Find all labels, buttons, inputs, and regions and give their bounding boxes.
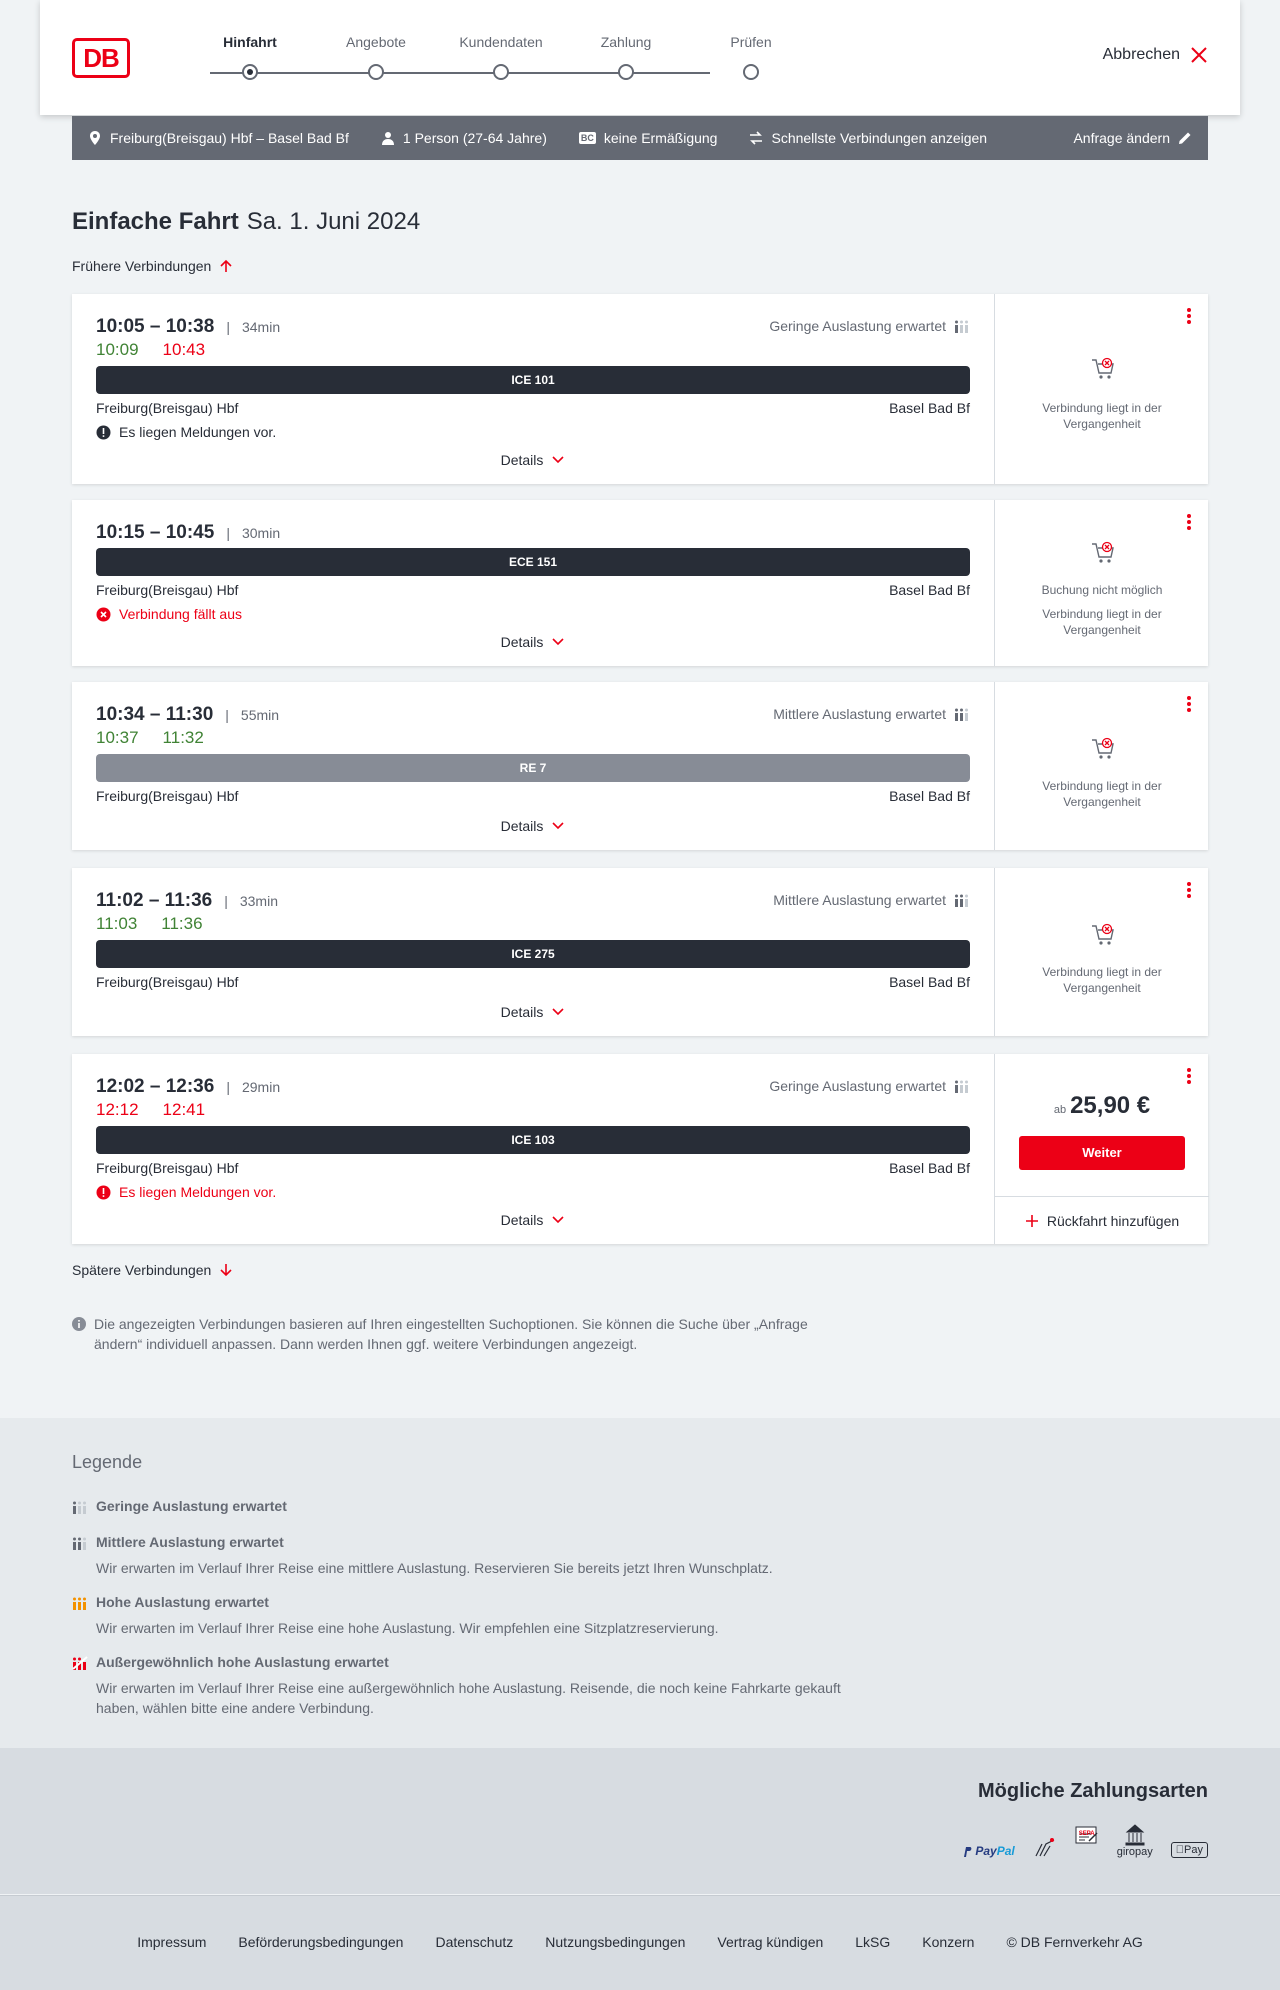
duration: 55min bbox=[240, 707, 280, 723]
train-bar[interactable]: ICE 101 bbox=[96, 366, 970, 394]
arrow-down-icon bbox=[219, 1263, 233, 1277]
footer-link-impressum[interactable]: Impressum bbox=[137, 1934, 207, 1950]
connection-times bbox=[96, 890, 278, 912]
train-bar[interactable]: RE 7 bbox=[96, 754, 970, 782]
notice-text: Es liegen Meldungen vor. bbox=[119, 424, 277, 440]
footer bbox=[0, 1895, 1280, 1990]
destination-station: Basel Bad Bf bbox=[889, 582, 970, 598]
cancel-button[interactable] bbox=[1103, 46, 1208, 64]
notice-text: Es liegen Meldungen vor. bbox=[119, 1184, 277, 1200]
occupancy-text: Mittlere Auslastung erwartet bbox=[773, 706, 946, 722]
details-label: Details bbox=[500, 452, 544, 468]
step-label: Prüfen bbox=[730, 34, 772, 50]
search-options-note bbox=[72, 1314, 852, 1354]
step-dot bbox=[368, 64, 384, 80]
earlier-connections-label: Frühere Verbindungen bbox=[72, 258, 212, 274]
step-label: Zahlung bbox=[600, 34, 652, 50]
realtime-times bbox=[96, 728, 204, 748]
paypal-text-b: Pal bbox=[996, 1844, 1015, 1858]
occupancy-info[interactable] bbox=[773, 706, 970, 722]
occupancy-text: Geringe Auslastung erwartet bbox=[769, 318, 946, 334]
footer-link-vertrag-kuendigen[interactable]: Vertrag kündigen bbox=[717, 1934, 824, 1950]
booking-stepper bbox=[182, 0, 772, 115]
close-icon bbox=[1190, 46, 1208, 64]
step-label: Hinfahrt bbox=[223, 34, 277, 50]
payment-methods-title: Mögliche Zahlungsarten bbox=[977, 1780, 1208, 1802]
status-text: Verbindung liegt in der Vergangenheit bbox=[1042, 779, 1162, 809]
destination-station: Basel Bad Bf bbox=[889, 974, 970, 990]
cancel-circle-icon bbox=[96, 607, 111, 622]
connection-side bbox=[994, 500, 1208, 666]
step-kundendaten bbox=[436, 34, 566, 54]
occupancy-medium-icon bbox=[954, 707, 970, 721]
occupancy-medium-icon bbox=[72, 1536, 88, 1550]
more-options-icon[interactable] bbox=[1186, 696, 1192, 714]
step-pruefen bbox=[686, 34, 816, 54]
connection-times bbox=[96, 704, 279, 726]
chevron-down-icon bbox=[551, 1005, 565, 1019]
stations bbox=[96, 1160, 970, 1176]
bahncard-icon: BC bbox=[580, 133, 594, 143]
realtime-departure: 10:09 bbox=[96, 340, 139, 359]
step-label: Kundendaten bbox=[459, 34, 543, 50]
stations bbox=[96, 974, 970, 990]
status-text: Verbindung liegt in der Vergangenheit bbox=[1042, 607, 1162, 637]
cart-unavailable-icon bbox=[1090, 736, 1116, 762]
search-options-text: Die angezeigten Verbindungen basieren auf Ihren eingestellten Suchoptionen. Sie können die Suche über „Anfrage ändern“ individuell anpassen. Dann werden Ihnen ggf. weitere Verbindungen angezeigt. bbox=[94, 1316, 808, 1352]
step-dot bbox=[743, 64, 759, 80]
occupancy-low-icon bbox=[72, 1500, 88, 1514]
legend-item-title: Mittlere Auslastung erwartet bbox=[96, 1534, 284, 1550]
chevron-down-icon bbox=[551, 1213, 565, 1227]
separator: | bbox=[225, 707, 229, 723]
cancellation-text: Verbindung fällt aus bbox=[119, 606, 242, 622]
origin-station: Freiburg(Breisgau) Hbf bbox=[96, 400, 239, 416]
plus-icon bbox=[1025, 1214, 1039, 1228]
search-summary-bar bbox=[72, 116, 1208, 160]
realtime-times bbox=[96, 340, 205, 360]
connection-card[interactable] bbox=[72, 682, 1208, 850]
cancel-label: Abbrechen bbox=[1102, 46, 1180, 63]
route-text: Freiburg(Breisgau) Hbf – Basel Bad Bf bbox=[110, 130, 349, 146]
occupancy-info[interactable] bbox=[769, 318, 970, 334]
step-angebote bbox=[311, 34, 441, 54]
connection-card[interactable] bbox=[72, 294, 1208, 484]
chevron-down-icon bbox=[551, 453, 565, 467]
occupancy-text: Geringe Auslastung erwartet bbox=[769, 1078, 946, 1094]
footer-link-datenschutz[interactable]: Datenschutz bbox=[435, 1934, 514, 1950]
giropay-text: giropay bbox=[1116, 1846, 1153, 1858]
continue-button[interactable]: Weiter bbox=[1019, 1136, 1185, 1170]
search-mode-text: Schnellste Verbindungen anzeigen bbox=[771, 130, 988, 146]
connection-side bbox=[994, 1054, 1208, 1244]
trip-date: Sa. 1. Juni 2024 bbox=[246, 208, 421, 235]
connection-card[interactable] bbox=[72, 500, 1208, 666]
arrow-up-icon bbox=[219, 259, 233, 273]
discount-summary bbox=[579, 130, 718, 146]
realtime-departure: 12:12 bbox=[96, 1100, 139, 1119]
payment-methods-section bbox=[0, 1748, 1280, 1894]
details-toggle[interactable] bbox=[72, 818, 994, 834]
cancellation-message bbox=[96, 606, 242, 622]
passenger-text: 1 Person (27-64 Jahre) bbox=[402, 130, 547, 146]
cart-unavailable-icon bbox=[1090, 922, 1116, 948]
pencil-icon bbox=[1178, 131, 1192, 145]
origin-station: Freiburg(Breisgau) Hbf bbox=[96, 1160, 239, 1176]
chevron-down-icon bbox=[551, 635, 565, 649]
later-connections-link[interactable] bbox=[72, 1262, 233, 1278]
price-prefix: ab bbox=[1053, 1104, 1067, 1116]
footer-copyright: © DB Fernverkehr AG bbox=[1006, 1934, 1143, 1950]
scheduled-times: 11:02 – 11:36 bbox=[96, 890, 213, 911]
separator: | bbox=[224, 893, 228, 909]
legend-item-high bbox=[72, 1594, 872, 1638]
origin-station: Freiburg(Breisgau) Hbf bbox=[96, 582, 239, 598]
connection-main bbox=[72, 1054, 994, 1244]
destination-station: Basel Bad Bf bbox=[889, 1160, 970, 1176]
separator: | bbox=[226, 525, 230, 541]
destination-station: Basel Bad Bf bbox=[889, 400, 970, 416]
occupancy-text: Mittlere Auslastung erwartet bbox=[773, 892, 946, 908]
legend-item-medium bbox=[72, 1534, 872, 1578]
change-request-button[interactable] bbox=[1073, 130, 1192, 146]
credit-card-icon bbox=[1033, 1836, 1057, 1858]
footer-links bbox=[0, 1934, 1280, 1950]
giropay-icon bbox=[1117, 1824, 1153, 1858]
legend-item-description: Wir erwarten im Verlauf Ihrer Reise eine mittlere Auslastung. Reservieren Sie bereits jetzt Ihren Wunschplatz. bbox=[96, 1560, 773, 1576]
connection-side bbox=[994, 868, 1208, 1036]
realtime-arrival: 11:32 bbox=[162, 728, 204, 747]
more-options-icon[interactable] bbox=[1186, 882, 1192, 900]
status-text: Verbindung liegt in der Vergangenheit bbox=[1042, 401, 1162, 431]
connection-main bbox=[72, 294, 994, 484]
scheduled-times: 12:02 – 12:36 bbox=[96, 1076, 215, 1097]
chevron-down-icon bbox=[551, 819, 565, 833]
search-mode-summary bbox=[749, 130, 987, 146]
occupancy-low-icon bbox=[954, 1079, 970, 1093]
legend-section bbox=[0, 1418, 1280, 1748]
price bbox=[995, 1092, 1209, 1120]
step-dot bbox=[242, 64, 258, 80]
step-dot bbox=[618, 64, 634, 80]
realtime-departure: 10:37 bbox=[96, 728, 139, 747]
header bbox=[40, 0, 1240, 115]
connection-main bbox=[72, 682, 994, 850]
scheduled-times: 10:05 – 10:38 bbox=[96, 316, 215, 337]
page-title bbox=[72, 208, 420, 236]
apple-pay-text: Pay bbox=[1184, 1844, 1203, 1856]
separator: | bbox=[226, 319, 230, 335]
occupancy-exceptional-icon bbox=[72, 1656, 88, 1670]
step-dot bbox=[493, 64, 509, 80]
legend-item-exceptional bbox=[72, 1654, 872, 1718]
cart-unavailable-icon bbox=[1090, 356, 1116, 382]
details-label: Details bbox=[500, 1212, 544, 1228]
scheduled-times: 10:15 – 10:45 bbox=[96, 522, 215, 543]
realtime-arrival: 12:41 bbox=[162, 1100, 206, 1119]
booking-status-text: Buchung nicht möglich bbox=[1041, 583, 1163, 597]
details-toggle[interactable] bbox=[72, 1004, 994, 1020]
payment-icons bbox=[962, 1824, 1208, 1858]
legend-title: Legende bbox=[72, 1452, 143, 1472]
notice-message bbox=[96, 1184, 276, 1200]
train-bar[interactable]: ICE 103 bbox=[96, 1126, 970, 1154]
earlier-connections-link[interactable] bbox=[72, 258, 233, 274]
occupancy-info[interactable] bbox=[769, 1078, 970, 1094]
person-icon bbox=[381, 131, 395, 145]
location-pin-icon bbox=[88, 131, 102, 145]
apple-pay-icon bbox=[1171, 1842, 1208, 1858]
connection-side bbox=[994, 682, 1208, 850]
alert-icon bbox=[96, 1185, 111, 1200]
footer-link-konzern[interactable]: Konzern bbox=[922, 1934, 975, 1950]
connection-card[interactable] bbox=[72, 868, 1208, 1036]
notice-message bbox=[96, 424, 276, 440]
realtime-arrival: 10:43 bbox=[162, 340, 206, 359]
more-options-icon[interactable] bbox=[1186, 514, 1192, 532]
realtime-times bbox=[96, 914, 203, 934]
stations bbox=[96, 788, 970, 804]
sepa-text: SEPA bbox=[1078, 1831, 1095, 1837]
separator: | bbox=[226, 1079, 230, 1095]
details-label: Details bbox=[500, 1004, 544, 1020]
realtime-times bbox=[96, 1100, 205, 1120]
connection-side bbox=[994, 294, 1208, 484]
connection-times bbox=[96, 1076, 280, 1098]
realtime-arrival: 11:36 bbox=[161, 914, 203, 933]
later-connections-label: Spätere Verbindungen bbox=[72, 1262, 212, 1278]
discount-text: keine Ermäßigung bbox=[603, 130, 718, 146]
step-hinfahrt[interactable] bbox=[185, 34, 315, 54]
add-return-trip-button[interactable] bbox=[995, 1196, 1209, 1244]
train-bar[interactable]: ICE 275 bbox=[96, 940, 970, 968]
sepa-icon bbox=[1075, 1824, 1099, 1858]
occupancy-info[interactable] bbox=[773, 892, 970, 908]
occupancy-high-icon bbox=[72, 1596, 88, 1610]
details-label: Details bbox=[500, 634, 544, 650]
connection-card[interactable] bbox=[72, 1054, 1208, 1244]
route-summary bbox=[88, 130, 349, 146]
details-toggle[interactable] bbox=[72, 634, 994, 650]
duration: 30min bbox=[241, 525, 281, 541]
legend-item-title: Hohe Auslastung erwartet bbox=[96, 1594, 269, 1610]
step-label: Angebote bbox=[346, 34, 406, 50]
change-request-label: Anfrage ändern bbox=[1073, 130, 1170, 146]
legend-item-title: Geringe Auslastung erwartet bbox=[96, 1498, 287, 1514]
stations bbox=[96, 582, 970, 598]
paypal-icon bbox=[962, 1844, 1015, 1858]
scheduled-times: 10:34 – 11:30 bbox=[96, 704, 214, 725]
trip-type: Einfache Fahrt bbox=[72, 208, 239, 235]
price-amount: 25,90 € bbox=[1070, 1092, 1151, 1119]
step-zahlung bbox=[561, 34, 691, 54]
db-logo[interactable]: DB bbox=[72, 38, 130, 78]
duration: 29min bbox=[241, 1079, 281, 1095]
paypal-text-a: Pay bbox=[975, 1844, 997, 1858]
stepper-line bbox=[210, 72, 710, 74]
connection-main bbox=[72, 500, 994, 666]
more-options-icon[interactable] bbox=[1186, 308, 1192, 326]
origin-station: Freiburg(Breisgau) Hbf bbox=[96, 974, 239, 990]
footer-link-befoerderungsbedingungen[interactable]: Beförderungsbedingungen bbox=[238, 1934, 404, 1950]
legend-item-description: Wir erwarten im Verlauf Ihrer Reise eine hohe Auslastung. Wir empfehlen eine Sitzplatzreservierung. bbox=[96, 1620, 719, 1636]
connection-times bbox=[96, 522, 280, 544]
duration: 33min bbox=[239, 893, 278, 909]
info-icon bbox=[72, 1317, 86, 1331]
details-toggle[interactable] bbox=[72, 452, 994, 468]
origin-station: Freiburg(Breisgau) Hbf bbox=[96, 788, 239, 804]
add-return-trip-label: Rückfahrt hinzufügen bbox=[1046, 1212, 1180, 1229]
duration: 34min bbox=[241, 319, 281, 335]
connection-main bbox=[72, 868, 994, 1036]
details-toggle[interactable] bbox=[72, 1212, 994, 1228]
legend-item-description: Wir erwarten im Verlauf Ihrer Reise eine außergewöhnlich hohe Auslastung. Reisende, die noch keine Fahrkarte gekauft haben, wählen bitte eine andere Verbindung. bbox=[96, 1680, 841, 1716]
footer-link-nutzungsbedingungen[interactable]: Nutzungsbedingungen bbox=[545, 1934, 686, 1950]
stations bbox=[96, 400, 970, 416]
alert-icon bbox=[96, 425, 111, 440]
passenger-summary bbox=[381, 130, 547, 146]
footer-link-lksg[interactable]: LkSG bbox=[855, 1934, 891, 1950]
more-options-icon[interactable] bbox=[1186, 1068, 1192, 1086]
legend-item-title: Außergewöhnlich hohe Auslastung erwartet bbox=[96, 1654, 389, 1670]
destination-station: Basel Bad Bf bbox=[889, 788, 970, 804]
legend-item-low bbox=[72, 1498, 872, 1514]
swap-arrows-icon bbox=[749, 131, 763, 145]
occupancy-low-icon bbox=[954, 319, 970, 333]
status-text: Verbindung liegt in der Vergangenheit bbox=[1042, 965, 1162, 995]
realtime-departure: 11:03 bbox=[96, 914, 138, 933]
occupancy-medium-icon bbox=[954, 893, 970, 907]
details-label: Details bbox=[500, 818, 544, 834]
train-bar[interactable]: ECE 151 bbox=[96, 548, 970, 576]
connection-times bbox=[96, 316, 280, 338]
cart-unavailable-icon bbox=[1090, 540, 1116, 566]
